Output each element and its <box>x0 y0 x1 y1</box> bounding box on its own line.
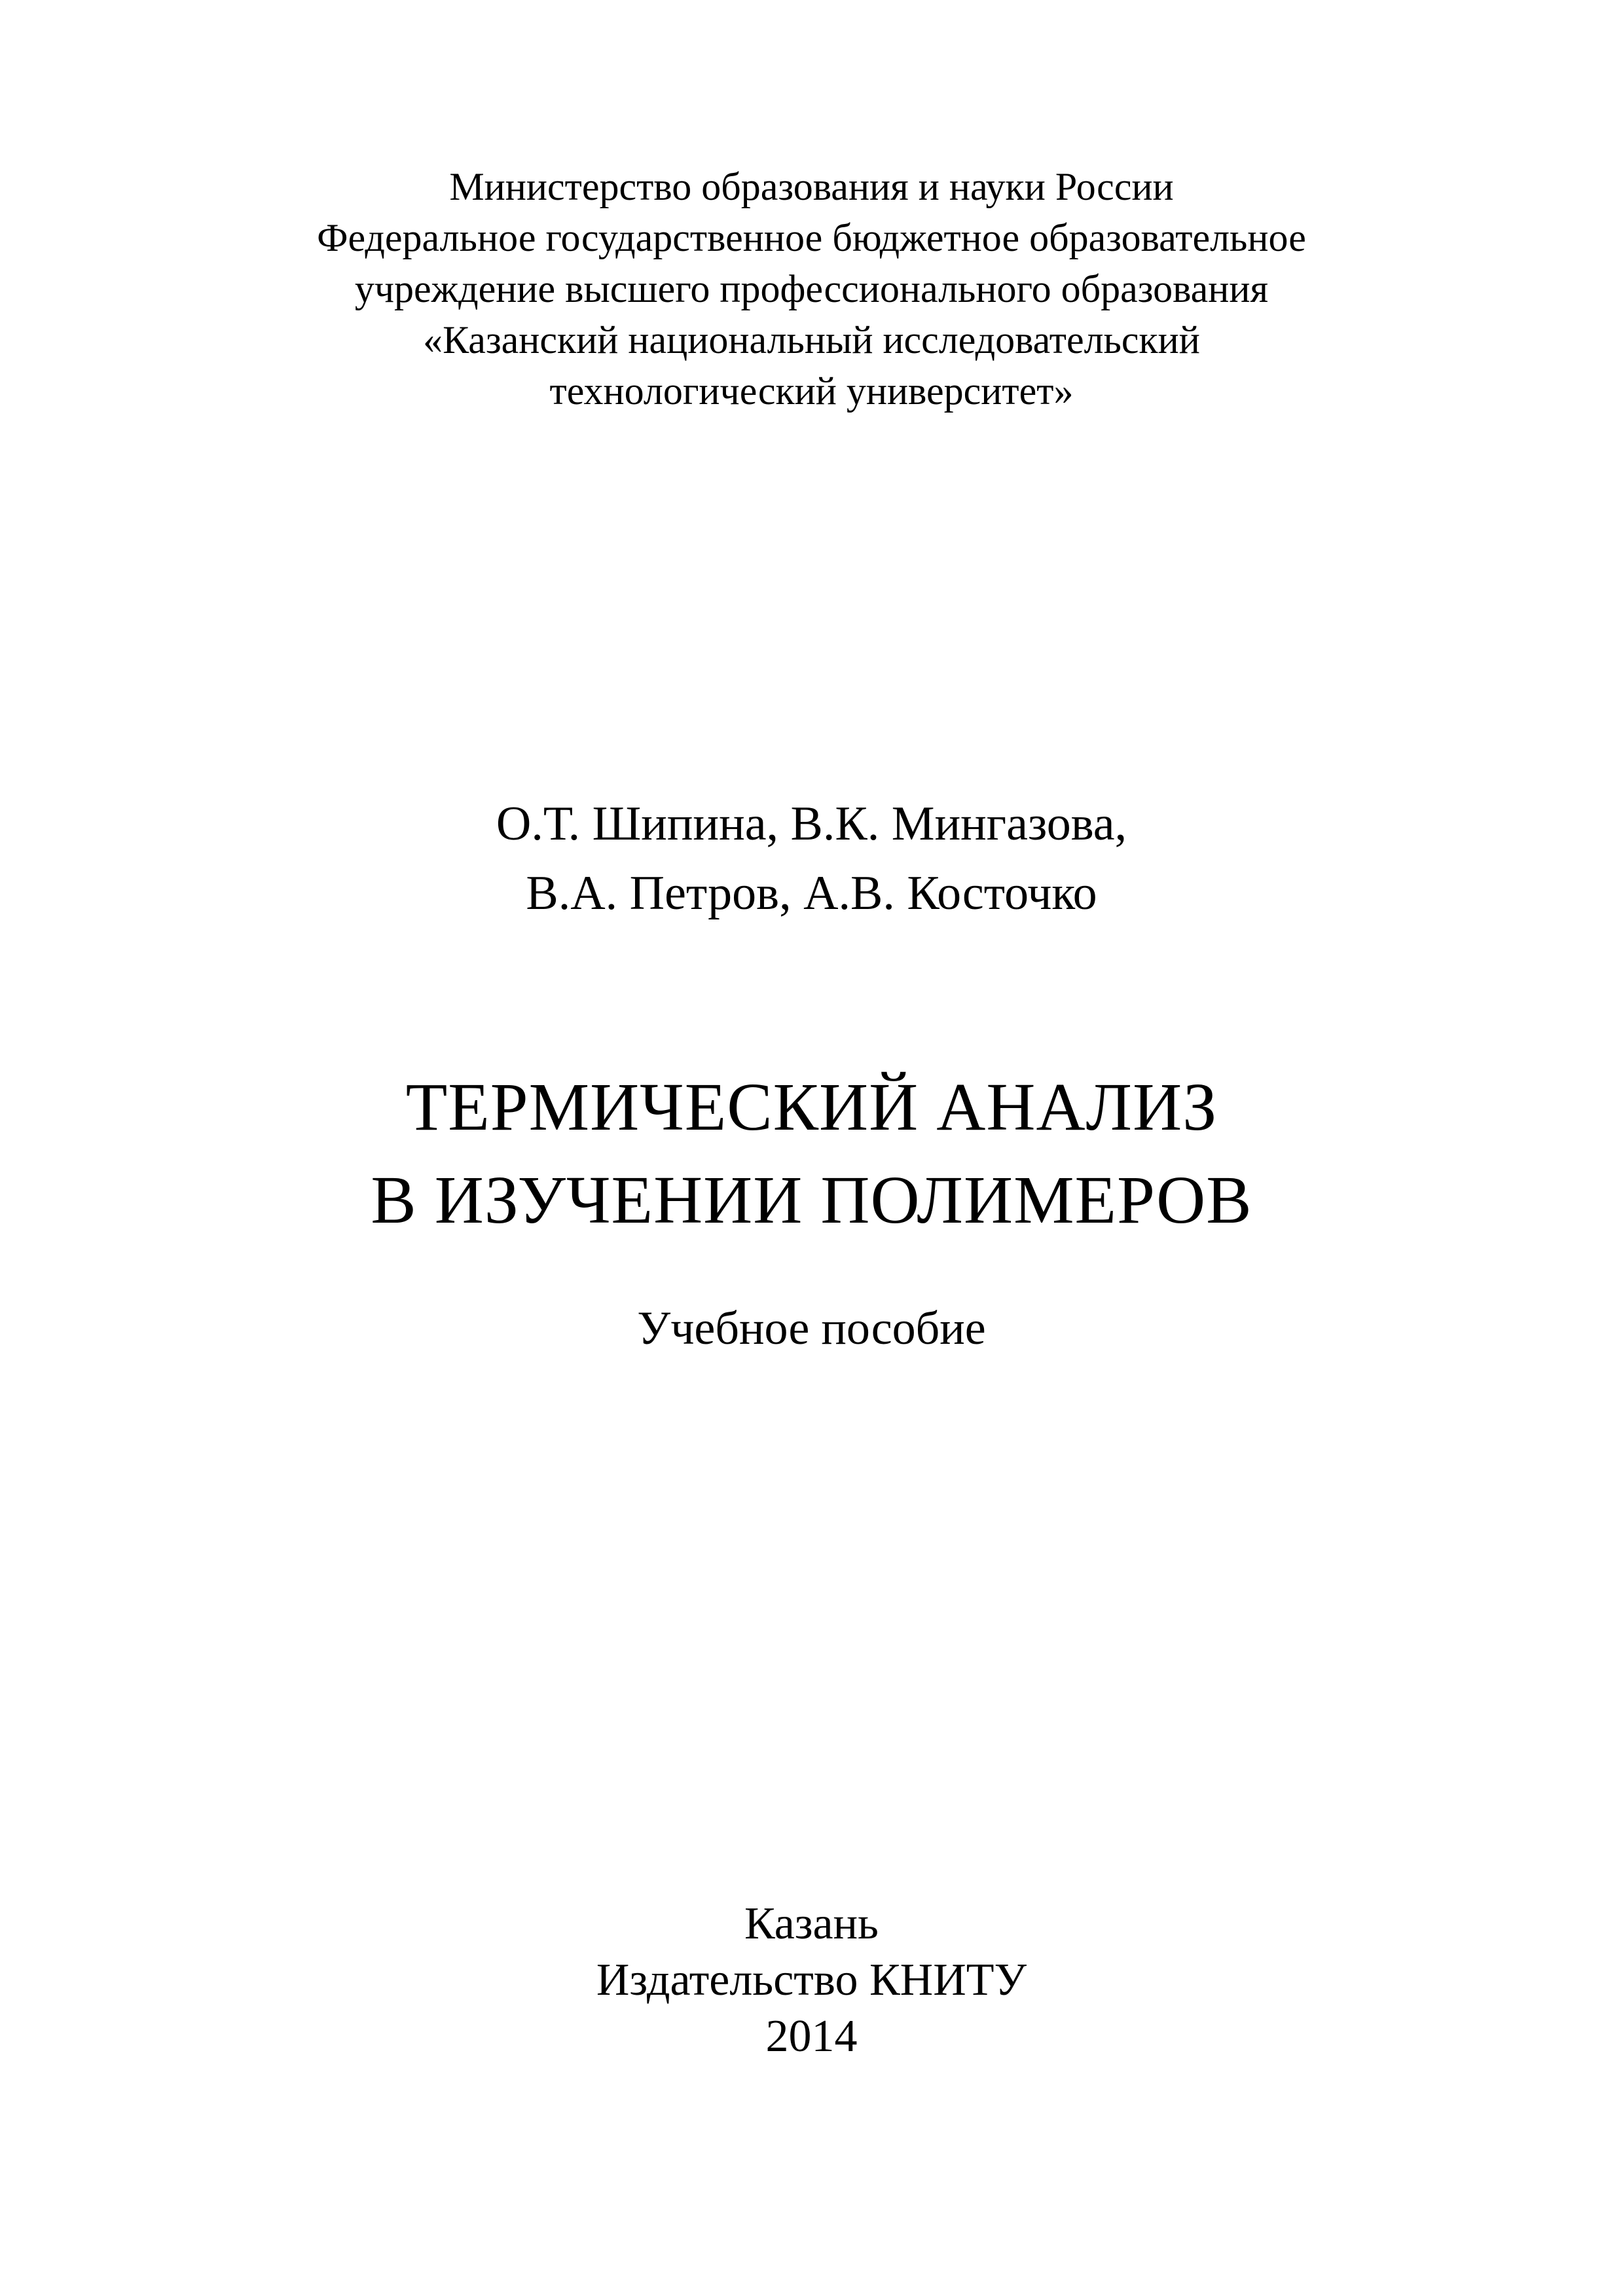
institution-line: «Казанский национальный исследовательский <box>423 318 1200 361</box>
imprint <box>0 1896 1623 2065</box>
book-title <box>0 1061 1623 1247</box>
book-subtitle <box>0 1295 1623 1361</box>
institution-header <box>0 161 1623 417</box>
title-line: ТЕРМИЧЕСКИЙ АНАЛИЗ <box>405 1069 1218 1145</box>
authors <box>0 789 1623 928</box>
institution-line: учреждение высшего профессионального образования <box>354 267 1269 310</box>
authors-line: В.А. Петров, А.В. Косточко <box>526 866 1097 920</box>
subtitle-text: Учебное пособие <box>637 1302 986 1354</box>
title-line: В ИЗУЧЕНИИ ПОЛИМЕРОВ <box>371 1162 1252 1238</box>
imprint-publisher: Издательство КНИТУ <box>596 1955 1027 2005</box>
institution-line: Федеральное государственное бюджетное образовательное <box>317 216 1306 259</box>
imprint-city: Казань <box>744 1898 879 1949</box>
institution-line: технологический университет» <box>549 369 1074 413</box>
institution-line: Министерство образования и науки России <box>449 165 1174 208</box>
authors-line: О.Т. Шипина, В.К. Мингазова, <box>496 797 1127 851</box>
imprint-year: 2014 <box>765 2011 858 2062</box>
